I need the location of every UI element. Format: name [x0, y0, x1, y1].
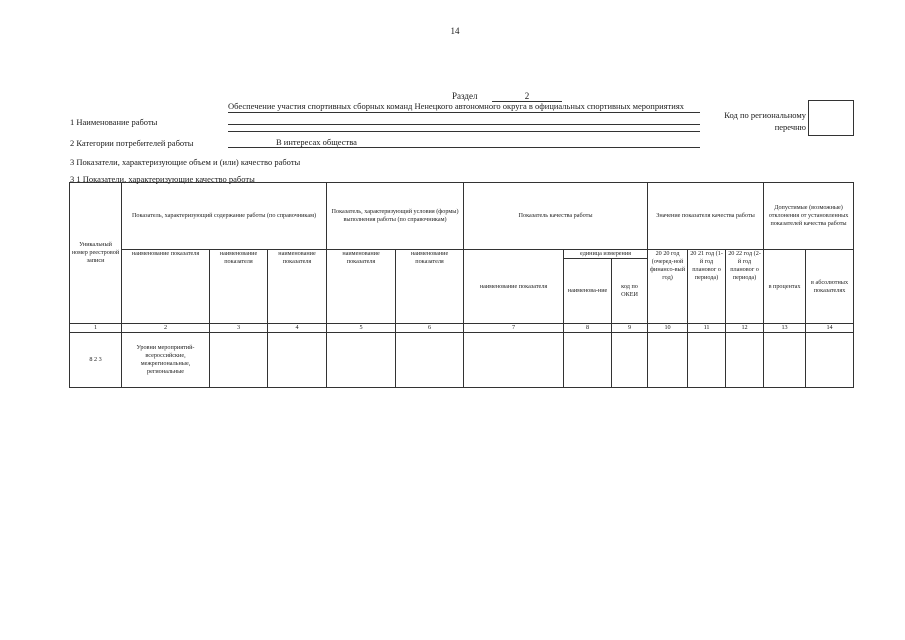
row-unique-number: 8 2 3 [70, 333, 122, 388]
header-absolute: в абсолютных показателях [806, 250, 854, 324]
work-name-value: Обеспечение участия спортивных сборных команд Ненецкого автономного округа в официальных спортивных мероприятиях [228, 101, 684, 111]
header-indicator-name-1: наименование показателя [122, 250, 210, 324]
row-cell [396, 333, 464, 388]
row-cell [764, 333, 806, 388]
col-num: 4 [268, 324, 327, 333]
header-okei-code: код по ОКЕИ [612, 259, 648, 324]
col-num: 13 [764, 324, 806, 333]
row-cell [327, 333, 396, 388]
consumers-underline [228, 147, 700, 148]
header-percent: в процентах [764, 250, 806, 324]
row-cell [726, 333, 764, 388]
column-numbers-row [70, 324, 854, 333]
header-indicator-name-2: наименование показателя [210, 250, 268, 324]
header-content-indicator: Показатель, характеризующий содержание работы (по справочникам) [122, 183, 327, 250]
header-indicator-name-3: наименование показателя [268, 250, 327, 324]
header-allowed-deviation: Допустимые (возможные) отклонения от установленных показателей качества работы [764, 183, 854, 250]
section-number: 2 [492, 91, 562, 102]
row-cell [268, 333, 327, 388]
row-cell [648, 333, 688, 388]
work-name-underline-2 [228, 124, 700, 125]
col-num: 8 [564, 324, 612, 333]
header-conditions-indicator: Показатель, характеризующий условия (формы) выполнения работы (по справочникам) [327, 183, 464, 250]
header-quality-indicator: Показатель качества работы [464, 183, 648, 250]
row-content-1: Уровни мероприятий- всероссийские, межрегиональные, региональные [122, 333, 210, 388]
header-unit: единица измерения [564, 250, 648, 259]
col-num: 3 [210, 324, 268, 333]
regional-code-box[interactable] [808, 100, 854, 136]
header-indicator-value: Значение показателя качества работы [648, 183, 764, 250]
col-num: 1 [70, 324, 122, 333]
col-num: 14 [806, 324, 854, 333]
header-year-3: 20 22 год (2-й год плановог о периода) [726, 250, 764, 324]
quality-heading: 3 1 Показатели, характеризующие качество работы [70, 174, 255, 184]
col-num: 7 [464, 324, 564, 333]
col-num: 5 [327, 324, 396, 333]
consumers-label: 2 Категории потребителей работы [70, 138, 194, 148]
row-cell [210, 333, 268, 388]
row-cell [688, 333, 726, 388]
header-unique-number: Уникальный номер реестровой записи [70, 183, 122, 324]
section-label: Раздел [452, 91, 478, 101]
col-num: 9 [612, 324, 648, 333]
indicators-heading: 3 Показатели, характеризующие объем и (или) качество работы [70, 157, 301, 167]
work-name-underline-1 [228, 112, 700, 113]
table-row [70, 333, 854, 388]
row-cell [806, 333, 854, 388]
col-num: 11 [688, 324, 726, 333]
header-year-2: 20 21 год (1-й год плановог о периода) [688, 250, 726, 324]
consumers-value: В интересах общества [276, 137, 357, 147]
work-name-underline-3 [228, 131, 700, 132]
regional-code-label: Код по региональному перечню [724, 110, 806, 132]
row-cell [464, 333, 564, 388]
col-num: 2 [122, 324, 210, 333]
header-indicator-name-4: наименование показателя [327, 250, 396, 324]
col-num: 10 [648, 324, 688, 333]
page-number: 14 [450, 26, 460, 36]
quality-indicators-table [69, 182, 854, 388]
col-num: 6 [396, 324, 464, 333]
row-cell [612, 333, 648, 388]
header-indicator-name-5: наименование показателя [396, 250, 464, 324]
work-name-label: 1 Наименование работы [70, 117, 158, 127]
header-unit-name: наименова-ние [564, 259, 612, 324]
row-cell [564, 333, 612, 388]
col-num: 12 [726, 324, 764, 333]
header-quality-indicator-name: наименование показателя [464, 250, 564, 324]
header-year-1: 20 20 год (очеред-ной финансо-вый год) [648, 250, 688, 324]
